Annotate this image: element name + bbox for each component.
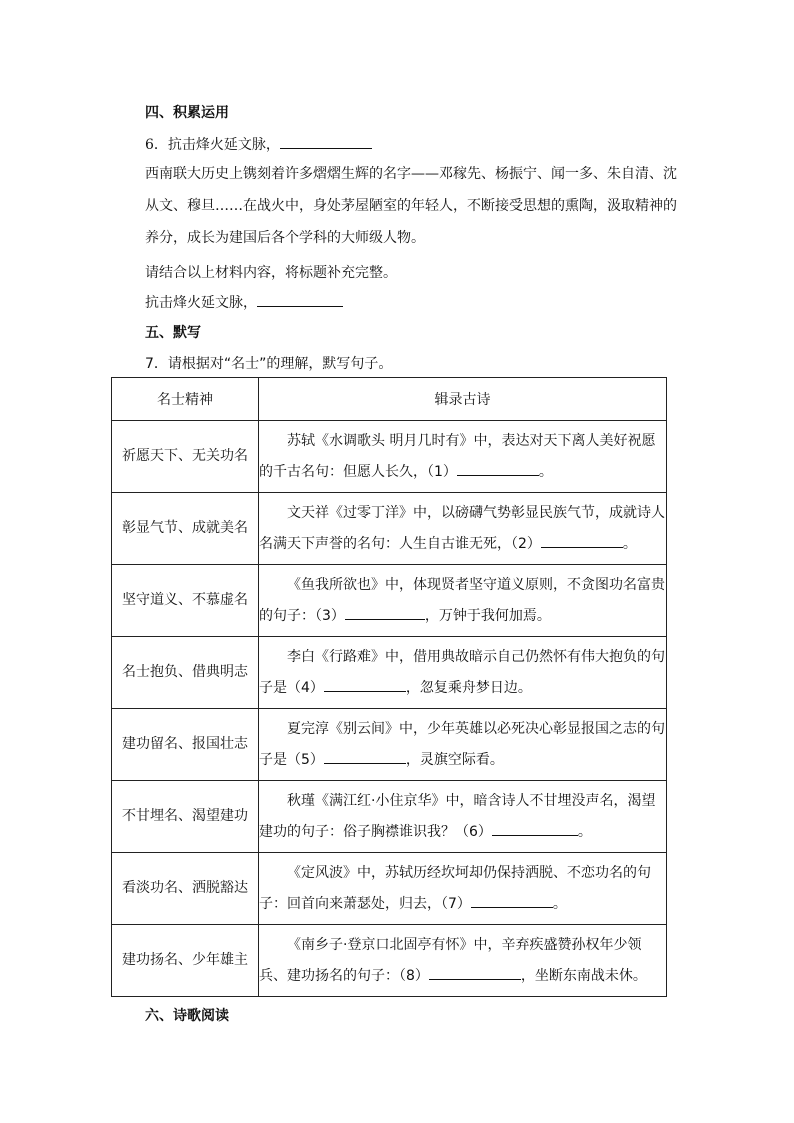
table-row <box>112 709 667 781</box>
answer-blank[interactable] <box>257 293 343 307</box>
poem-task-cell <box>259 637 667 709</box>
answer-blank[interactable] <box>324 678 406 692</box>
task-text: 秋瑾《满江红·小住京华》中，暗含诗人不甘埋没声名，渴望建功的句子：俗子胸襟谁识我？（6） <box>259 792 656 840</box>
task-tail: 。 <box>538 463 553 480</box>
poem-task-cell <box>259 709 667 781</box>
task-text: 《鱼我所欲也》中，体现贤者坚守道义原则，不贪图功名富贵的句子：（3） <box>259 576 665 624</box>
task-text: 文天祥《过零丁洋》中，以磅礴气势彰显民族气节，成就诗人名满天下声誉的名句：人生自古谁无死，（2） <box>259 504 665 552</box>
poem-task-cell <box>259 565 667 637</box>
spirit-cell: 不甘埋名、渴望建功 <box>112 781 259 853</box>
poem-task-cell <box>259 493 667 565</box>
answer-prompt: 抗击烽火延文脉， <box>145 295 257 311</box>
task-tail: ，灵旗空际看。 <box>405 751 504 768</box>
question-6-title <box>145 134 372 154</box>
answer-blank[interactable] <box>324 750 406 764</box>
table-row <box>112 853 667 925</box>
task-tail: 。 <box>552 895 567 912</box>
answer-blank[interactable] <box>492 822 578 836</box>
poem-table <box>111 377 667 997</box>
poem-task-cell <box>259 853 667 925</box>
passage: 西南联大历史上镌刻着许多熠熠生辉的名字——邓稼先、杨振宁、闻一多、朱自清、沈从文、穆旦……在战火中，身处茅屋陋室的年轻人，不断接受思想的熏陶，汲取精神的养分，成长为建国后各个学科的大师级人物。 <box>145 166 677 246</box>
table-row <box>112 421 667 493</box>
poem-task-cell <box>259 781 667 853</box>
poem-task-cell <box>259 925 667 997</box>
table-row <box>112 565 667 637</box>
section-5-heading: 五、默写 <box>145 325 201 341</box>
table-row <box>112 637 667 709</box>
spirit-cell: 彰显气节、成就美名 <box>112 493 259 565</box>
spirit-cell: 建功留名、报国壮志 <box>112 709 259 781</box>
poem-task-cell <box>259 421 667 493</box>
table-row <box>112 493 667 565</box>
question-7-title: 7．请根据对“名士”的理解，默写句子。 <box>145 356 393 372</box>
question-6-text: 6．抗击烽火延文脉， <box>145 137 280 153</box>
answer-blank[interactable] <box>457 462 539 476</box>
task-tail: 。 <box>577 823 592 840</box>
answer-prompt-line <box>145 292 343 312</box>
header-poems: 辑录古诗 <box>259 378 667 421</box>
table-row <box>112 781 667 853</box>
task-text: 《南乡子·登京口北固亭有怀》中，辛弃疾盛赞孙权年少领兵、建功扬名的句子：（8） <box>259 936 642 984</box>
task-text: 夏完淳《别云间》中，少年英雄以必死决心彰显报国之志的句子是（5） <box>259 720 665 768</box>
section-4-heading: 四、积累运用 <box>145 105 229 121</box>
instruction: 请结合以上材料内容，将标题补充完整。 <box>145 265 397 281</box>
task-tail: ，万钟于我何加焉。 <box>424 607 551 624</box>
task-text: 苏轼《水调歌头 明月几时有》中，表达对天下离人美好祝愿的千古名句：但愿人长久，（1） <box>259 432 656 480</box>
spirit-cell: 祈愿天下、无关功名 <box>112 421 259 493</box>
table-row <box>112 925 667 997</box>
answer-blank[interactable] <box>345 606 425 620</box>
spirit-cell: 坚守道义、不慕虚名 <box>112 565 259 637</box>
answer-blank[interactable] <box>429 966 521 980</box>
task-tail: 。 <box>622 535 637 552</box>
spirit-cell: 看淡功名、洒脱豁达 <box>112 853 259 925</box>
task-text: 李白《行路难》中，借用典故暗示自己仍然怀有伟大抱负的句子是（4） <box>259 648 665 696</box>
task-tail: ，忽复乘舟梦日边。 <box>405 679 532 696</box>
task-tail: ，坐断东南战未休。 <box>520 967 647 984</box>
spirit-cell: 建功扬名、少年雄主 <box>112 925 259 997</box>
task-text: 《定风波》中，苏轼历经坎坷却仍保持洒脱、不恋功名的句子：回首向来萧瑟处，归去，（7） <box>259 864 651 912</box>
header-spirit: 名士精神 <box>112 378 259 421</box>
answer-blank[interactable] <box>471 894 553 908</box>
spirit-cell: 名士抱负、借典明志 <box>112 637 259 709</box>
answer-blank[interactable] <box>541 534 623 548</box>
answer-blank[interactable] <box>280 135 372 149</box>
section-6-heading: 六、诗歌阅读 <box>145 1008 229 1024</box>
